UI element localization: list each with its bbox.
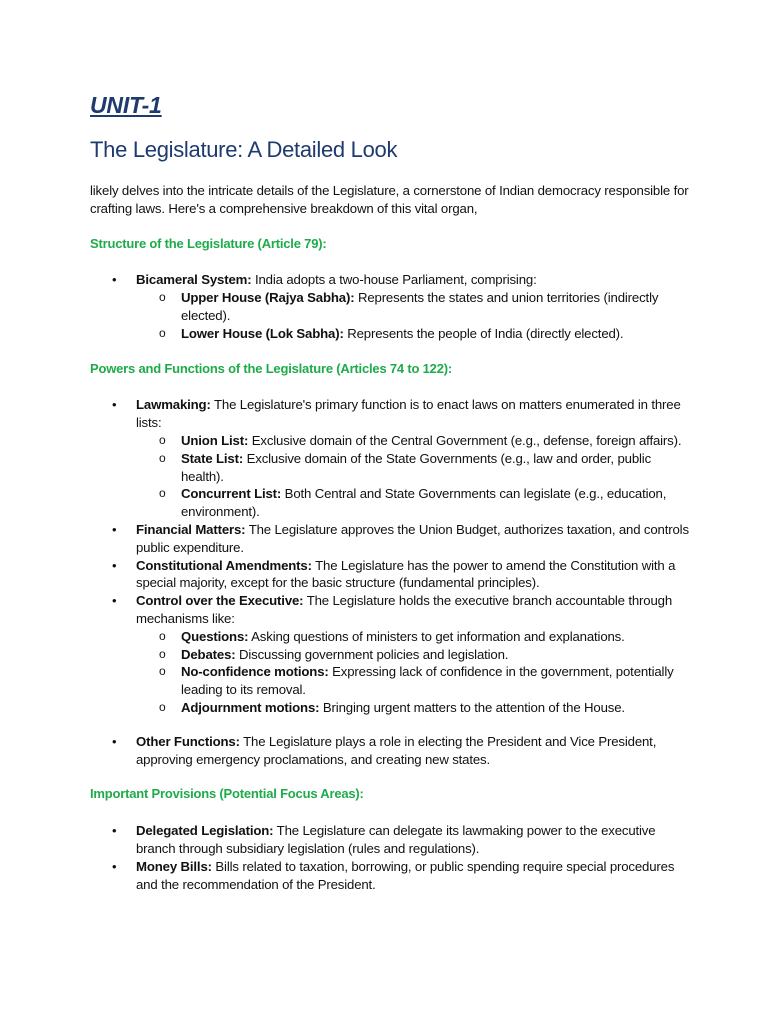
sub-list <box>136 289 690 342</box>
page-title: The Legislature: A Detailed Look <box>90 137 398 162</box>
list-item: • Money Bills: Bills related to taxation, borrowing, or public spending require special procedures and the recommendation of the President. <box>112 858 675 892</box>
section-heading-powers: Powers and Functions of the Legislature (Articles 74 to 122): <box>90 360 452 376</box>
sub-list-item: o Lower House (Lok Sabha): Represents the people of India (directly elected). <box>159 325 624 341</box>
sub-list-item: o Adjournment motions: Bringing urgent matters to the attention of the House. <box>159 699 625 715</box>
sub-list <box>136 628 690 717</box>
list-item: • Financial Matters: The Legislature approves the Union Budget, authorizes taxation, and controls public expenditure. <box>112 521 689 555</box>
sub-list-item: o Debates: Discussing government policies and legislation. <box>159 646 509 662</box>
sub-list-item: o No-confidence motions: Expressing lack of confidence in the government, potentially leading to its removal. <box>159 664 674 698</box>
section-heading-provisions: Important Provisions (Potential Focus Areas): <box>90 786 364 802</box>
document-body <box>90 182 690 893</box>
section-heading-structure: Structure of the Legislature (Article 79): <box>90 235 327 251</box>
bullet-list <box>90 733 690 769</box>
unit-heading: UNIT-1 <box>90 92 162 118</box>
intro-paragraph: likely delves into the intricate details of the Legislature, a cornerstone of Indian democracy responsible for crafting laws. Here's a comprehensive breakdown of this vital organ, <box>90 183 689 216</box>
sub-list-item: o Union List: Exclusive domain of the Central Government (e.g., defense, foreign affairs). <box>159 432 682 448</box>
bullet-list <box>90 271 690 342</box>
list-item: • Lawmaking: The Legislature's primary function is to enact laws on matters enumerated in three lists: o Union List: Exclusive domain of the Central Government (e.g., defense, foreign affairs). o State List: Exclusive domain of the State Governments (e.g., law and order, public health). o Concurrent List: Both Central and State Governments can legislate (e.g., education, environment). <box>90 396 690 521</box>
list-item: • Bicameral System: India adopts a two-house Parliament, comprising: o Upper House (Rajya Sabha): Represents the states and union territories (indirectly elected). o Lower House (Lok Sabha): Represents the people of India (directly elected). <box>90 271 690 342</box>
list-item: • Constitutional Amendments: The Legislature has the power to amend the Constitution with a special majority, except for the basic structure (fundamental principles). <box>112 557 676 591</box>
sub-list-item: o Questions: Asking questions of ministers to get information and explanations. <box>159 628 625 644</box>
list-item: • Other Functions: The Legislature plays a role in electing the President and Vice President, approving emergency proclamations, and creating new states. <box>112 733 657 767</box>
sub-list-item: o State List: Exclusive domain of the State Governments (e.g., law and order, public health). <box>159 450 652 484</box>
list-item: • Delegated Legislation: The Legislature can delegate its lawmaking power to the executive branch through subsidiary legislation (rules and regulations). <box>112 823 656 856</box>
sub-list <box>136 432 690 521</box>
sub-list-item: o Concurrent List: Both Central and State Governments can legislate (e.g., education, environment). <box>159 486 667 520</box>
sub-list-item: o Upper House (Rajya Sabha): Represents the states and union territories (indirectly elected). <box>159 290 659 323</box>
bullet-list <box>90 396 690 716</box>
list-item: • Control over the Executive: The Legislature holds the executive branch accountable through mechanisms like: o Questions: Asking questions of ministers to get information and explanations. o Debates: Discussing government policies and legislation. o No-confidence motions: Expressing lack of confidence in the government, potentially leading to its removal. o Adjournment motions: Bringing urgent matters to the attention of the House. <box>90 592 690 717</box>
bullet-list <box>90 822 690 893</box>
